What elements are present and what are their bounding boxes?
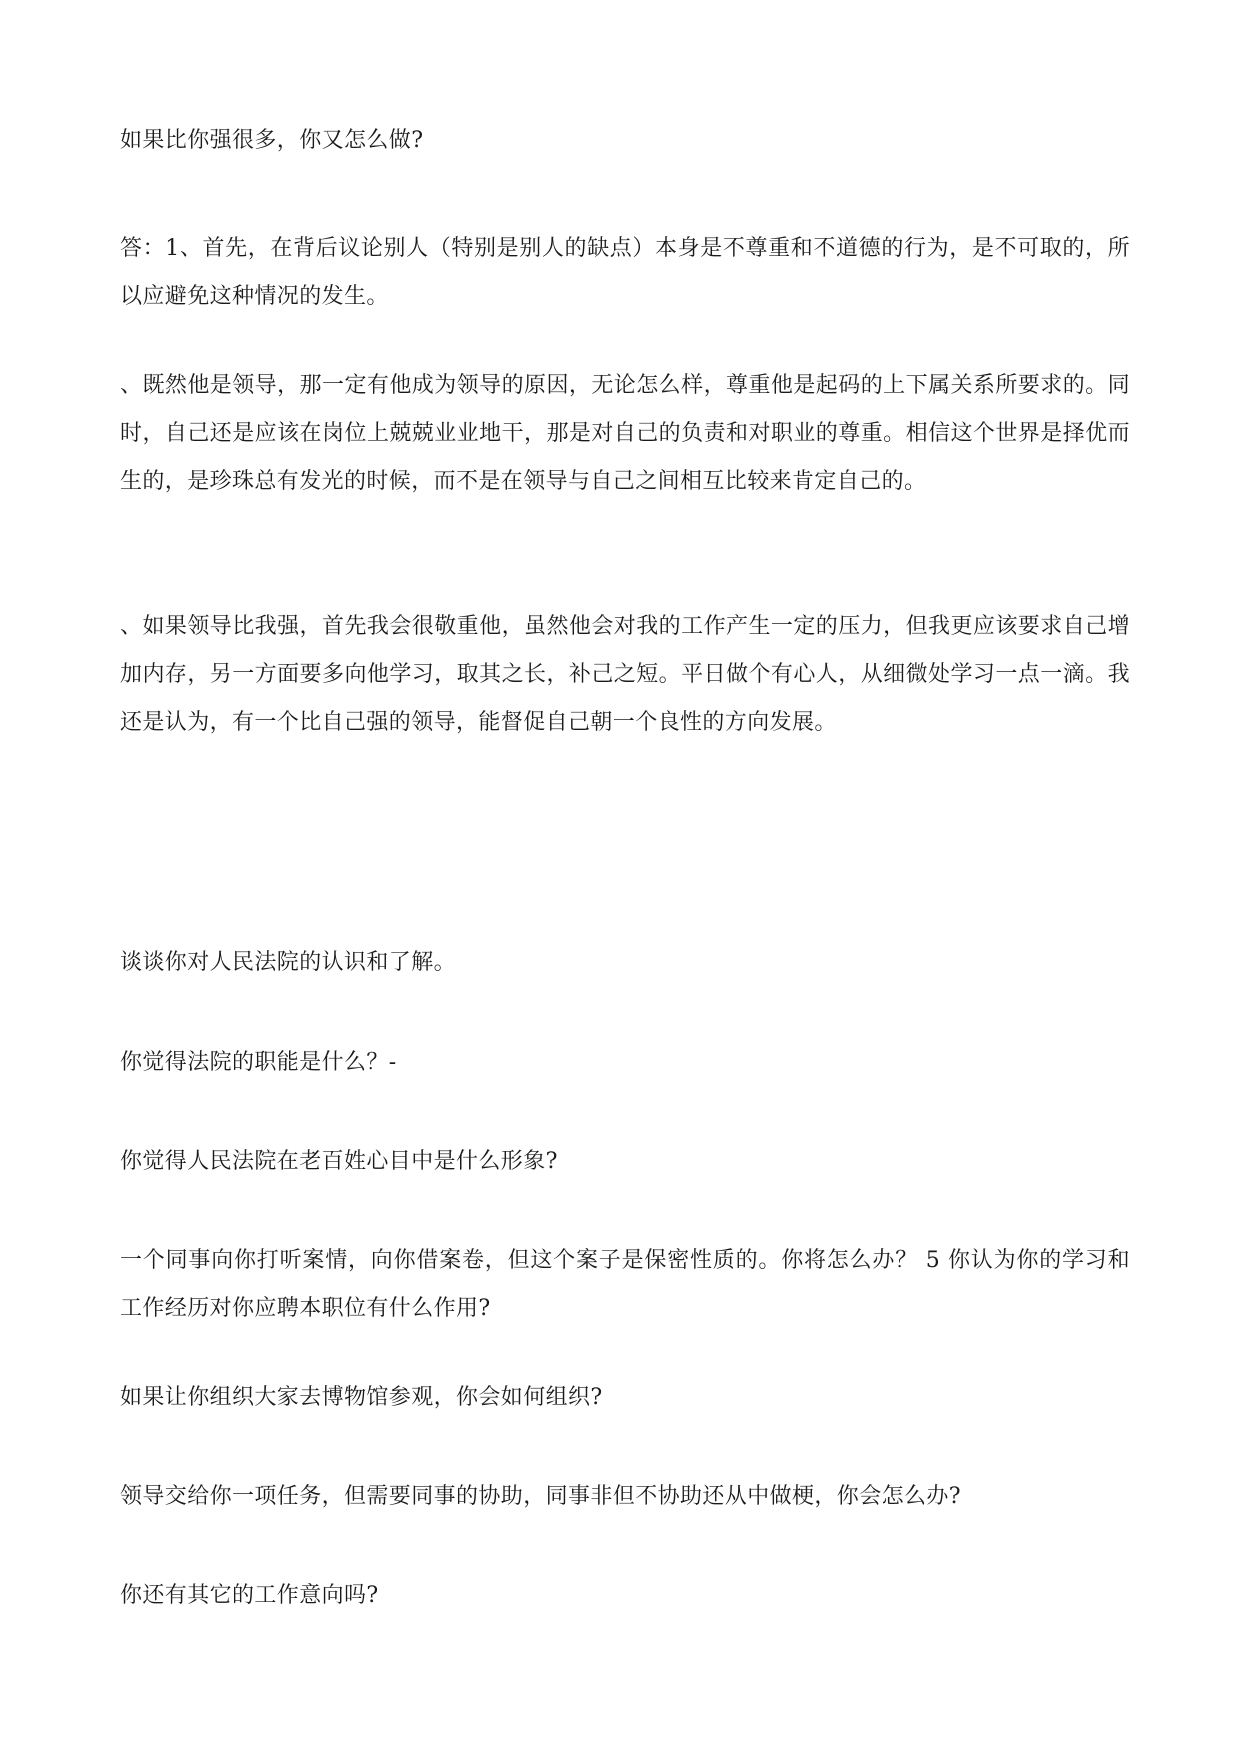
question-paragraph: 你觉得人民法院在老百姓心目中是什么形象? [120, 1149, 558, 1174]
question-paragraph: 你觉得法院的职能是什么？- [120, 1050, 397, 1075]
question-paragraph: 一个同事向你打听案情，向你借案卷，但这个案子是保密性质的。你将怎么办？ 5 你认为你的学习和工作经历对你应聘本职位有什么作用? [120, 1248, 1130, 1321]
answer-point-3-paragraph: 、如果领导比我强，首先我会很敬重他，虽然他会对我的工作产生一定的压力，但我更应该要求自己增加内存，另一方面要多向他学习，取其之长，补己之短。平日做个有心人，从细微处学习一点一滴。我还是认为，有一个比自己强的领导，能督促自己朝一个良性的方向发展。 [120, 614, 1130, 735]
question-paragraph: 你还有其它的工作意向吗? [120, 1583, 379, 1608]
answer-point-2-paragraph: 、既然他是领导，那一定有他成为领导的原因，无论怎么样，尊重他是起码的上下属关系所要求的。同时，自己还是应该在岗位上兢兢业业地干，那是对自己的负责和对职业的尊重。相信这个世界是择优而生的，是珍珠总有发光的时候，而不是在领导与自己之间相互比较来肯定自己的。 [120, 373, 1130, 494]
question-paragraph: 谈谈你对人民法院的认识和了解。 [120, 950, 457, 975]
question-paragraph: 如果让你组织大家去博物馆参观，你会如何组织? [120, 1385, 603, 1410]
question-paragraph: 领导交给你一项任务，但需要同事的协助，同事非但不协助还从中做梗，你会怎么办? [120, 1484, 961, 1509]
question-paragraph: 如果比你强很多，你又怎么做? [120, 128, 424, 153]
answer-point-1-paragraph: 答：1、首先，在背后议论别人（特别是别人的缺点）本身是不尊重和不道德的行为，是不可取的，所以应避免这种情况的发生。 [120, 236, 1130, 309]
